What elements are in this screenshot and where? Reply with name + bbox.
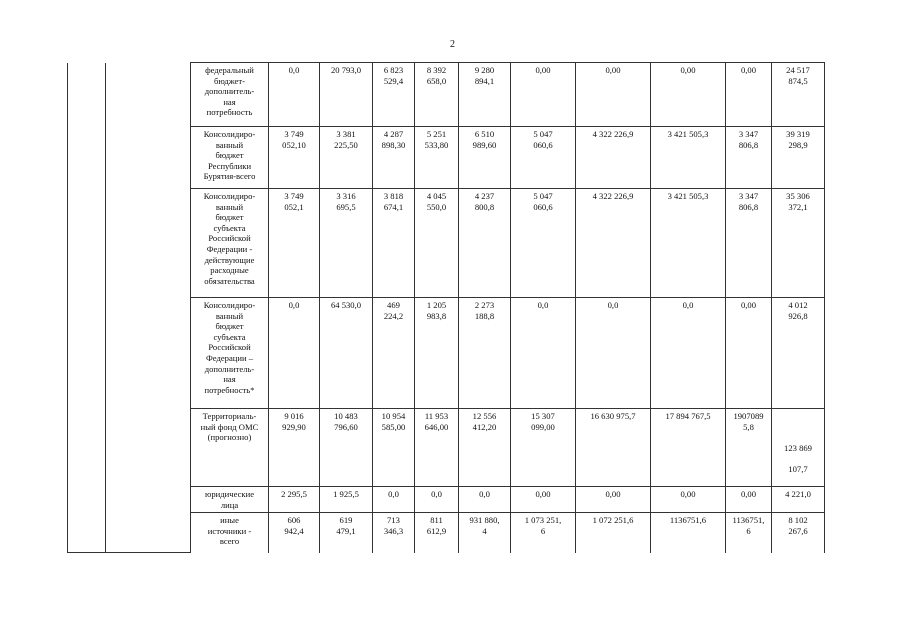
value-cell: 5 047 060,6 <box>511 189 576 298</box>
value-cell: 4 012 926,8 <box>772 298 825 409</box>
value-cell: 0,00 <box>726 63 772 127</box>
value-cell: 4 322 226,9 <box>576 189 651 298</box>
value-cell: 0,0 <box>269 298 320 409</box>
value-cell: 0,0 <box>415 487 459 513</box>
empty-program-column <box>106 63 191 553</box>
value-cell: 0,00 <box>651 487 726 513</box>
value-cell: 10 483 796,60 <box>320 409 373 487</box>
value-cell: 1907089 5,8 <box>726 409 772 487</box>
value-cell: 0,0 <box>511 298 576 409</box>
value-cell: 11 953 646,00 <box>415 409 459 487</box>
value-cell: 0,0 <box>576 298 651 409</box>
row-label: иные источники - всего <box>191 513 269 553</box>
value-cell: 3 749 052,10 <box>269 127 320 189</box>
row-label: Консолидиро- ванный бюджет Республики Бурятия-всего <box>191 127 269 189</box>
value-cell: 619 479,1 <box>320 513 373 553</box>
page-number: 2 <box>450 39 455 50</box>
value-cell: 9 016 929,90 <box>269 409 320 487</box>
value-cell: 1 072 251,6 <box>576 513 651 553</box>
value-cell: 12 556 412,20 <box>459 409 511 487</box>
value-cell: 4 322 226,9 <box>576 127 651 189</box>
value-cell: 713 346,3 <box>373 513 415 553</box>
value-cell: 0,00 <box>576 63 651 127</box>
budget-table <box>67 62 825 553</box>
value-cell: 123 869 107,7 <box>772 409 825 487</box>
value-cell: 1136751, 6 <box>726 513 772 553</box>
value-cell: 1 205 983,8 <box>415 298 459 409</box>
row-label: юридические лица <box>191 487 269 513</box>
value-cell: 0,0 <box>459 487 511 513</box>
value-cell: 3 381 225,50 <box>320 127 373 189</box>
value-cell: 3 749 052,1 <box>269 189 320 298</box>
row-label: Территориаль- ный фонд ОМС (прогнозно) <box>191 409 269 487</box>
value-cell: 0,00 <box>726 298 772 409</box>
value-cell: 5 047 060,6 <box>511 127 576 189</box>
value-cell: 8 392 658,0 <box>415 63 459 127</box>
value-cell: 931 880, 4 <box>459 513 511 553</box>
value-cell: 20 793,0 <box>320 63 373 127</box>
value-cell: 3 347 806,8 <box>726 127 772 189</box>
empty-number-column <box>68 63 106 553</box>
value-cell: 1 073 251, 6 <box>511 513 576 553</box>
value-cell: 15 307 099,00 <box>511 409 576 487</box>
value-cell: 0,00 <box>576 487 651 513</box>
value-cell: 24 517 874,5 <box>772 63 825 127</box>
value-cell: 5 251 533,80 <box>415 127 459 189</box>
value-cell: 0,0 <box>373 487 415 513</box>
value-cell: 3 347 806,8 <box>726 189 772 298</box>
value-cell: 4 045 550,0 <box>415 189 459 298</box>
value-cell: 4 221,0 <box>772 487 825 513</box>
value-cell: 1 925,5 <box>320 487 373 513</box>
value-cell: 606 942,4 <box>269 513 320 553</box>
table-row <box>68 63 825 127</box>
value-cell: 0,0 <box>269 63 320 127</box>
budget-table-body <box>68 63 825 553</box>
value-cell: 3 421 505,3 <box>651 189 726 298</box>
value-cell: 0,00 <box>726 487 772 513</box>
value-cell: 2 295,5 <box>269 487 320 513</box>
value-cell: 16 630 975,7 <box>576 409 651 487</box>
value-cell: 1136751,6 <box>651 513 726 553</box>
value-cell: 0,0 <box>651 298 726 409</box>
value-cell: 3 421 505,3 <box>651 127 726 189</box>
value-cell: 0,00 <box>651 63 726 127</box>
value-cell: 2 273 188,8 <box>459 298 511 409</box>
value-cell: 3 818 674,1 <box>373 189 415 298</box>
value-cell: 4 287 898,30 <box>373 127 415 189</box>
value-cell: 0,00 <box>511 487 576 513</box>
value-cell: 64 530,0 <box>320 298 373 409</box>
value-cell: 6 510 989,60 <box>459 127 511 189</box>
value-cell: 39 319 298,9 <box>772 127 825 189</box>
value-cell: 8 102 267,6 <box>772 513 825 553</box>
value-cell: 0,00 <box>511 63 576 127</box>
row-label: Консолидиро- ванный бюджет субъекта Российской Федерации - действующие расходные обязательства <box>191 189 269 298</box>
value-cell: 35 306 372,1 <box>772 189 825 298</box>
value-cell: 811 612,9 <box>415 513 459 553</box>
row-label: федеральный бюджет- дополнитель- ная потребность <box>191 63 269 127</box>
value-cell: 3 316 695,5 <box>320 189 373 298</box>
value-cell: 17 894 767,5 <box>651 409 726 487</box>
value-cell: 469 224,2 <box>373 298 415 409</box>
value-cell: 4 237 800,8 <box>459 189 511 298</box>
row-label: Консолидиро- ванный бюджет субъекта Российской Федерации – дополнитель- ная потребность* <box>191 298 269 409</box>
value-cell: 9 280 894,1 <box>459 63 511 127</box>
value-cell: 6 823 529,4 <box>373 63 415 127</box>
value-cell: 10 954 585,00 <box>373 409 415 487</box>
